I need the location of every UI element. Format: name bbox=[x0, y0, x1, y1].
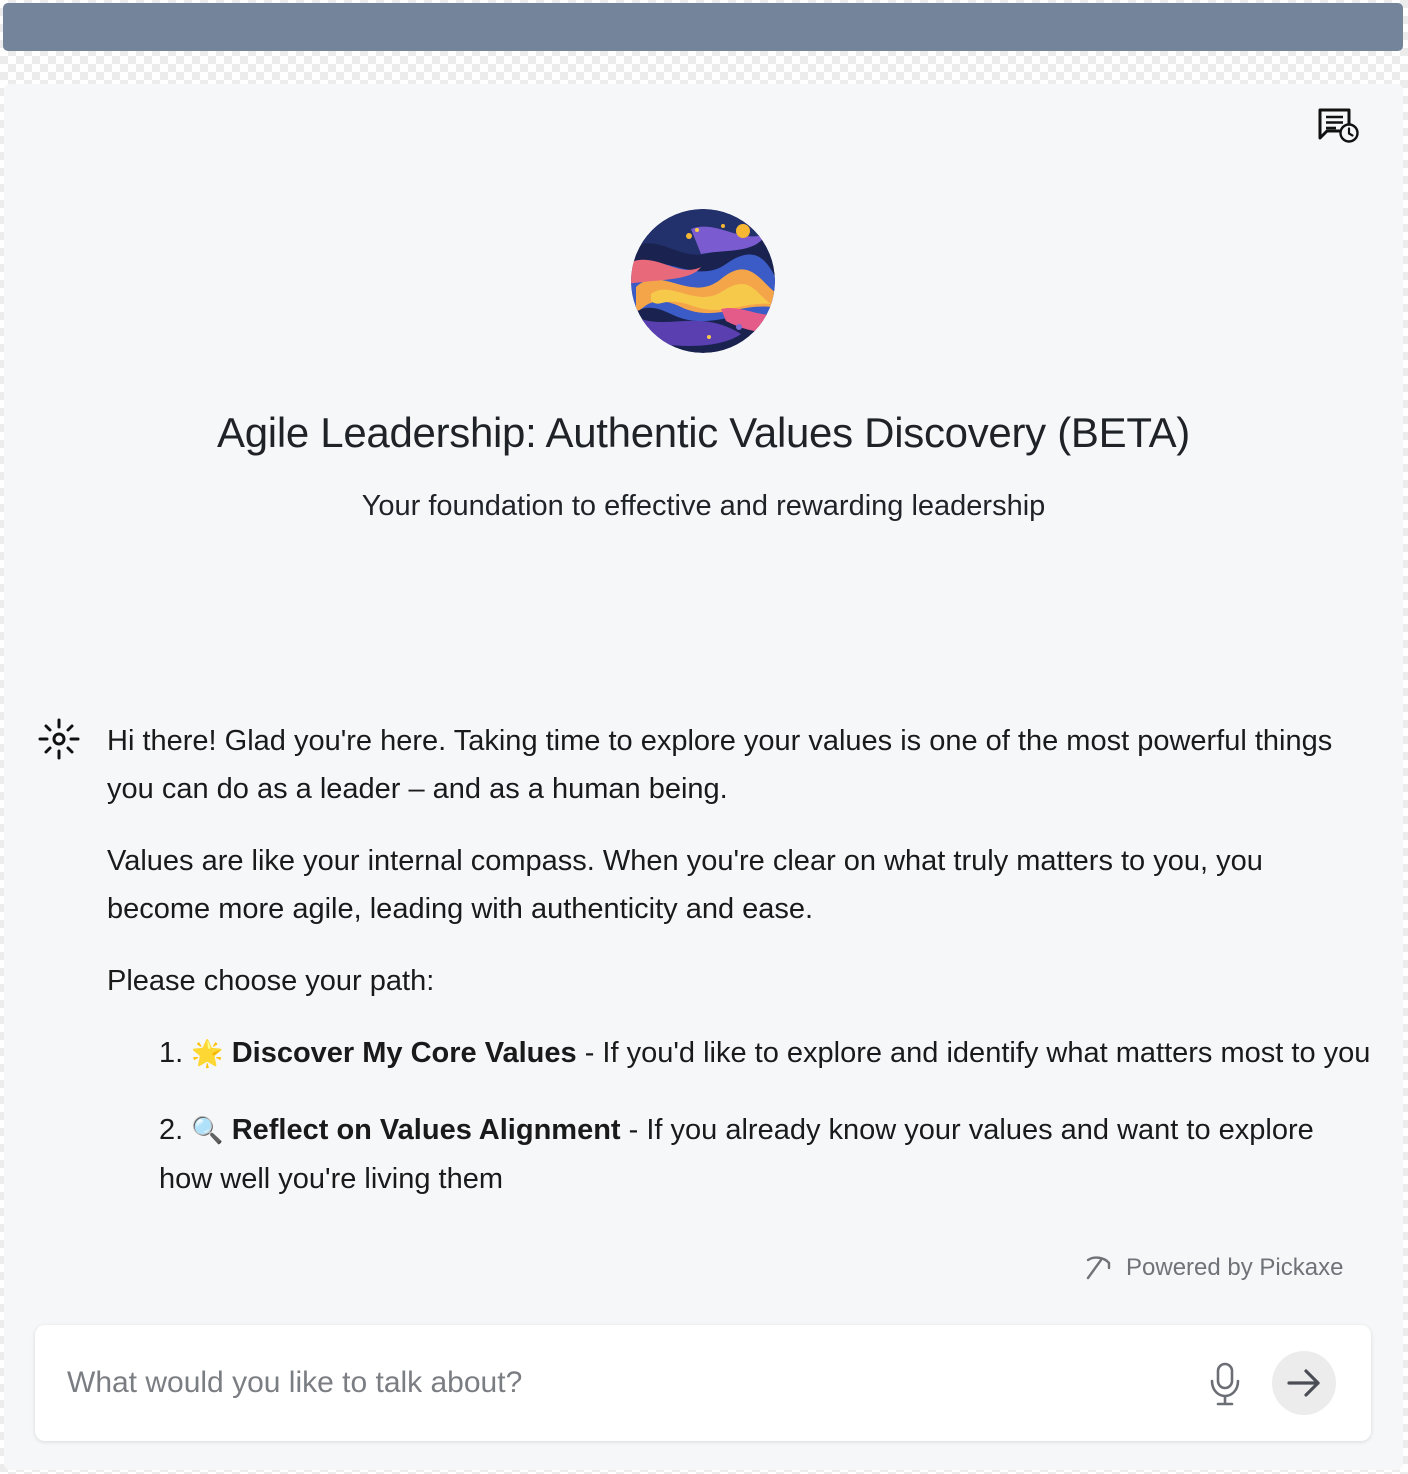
page-subtitle: Your foundation to effective and rewarding leadership bbox=[361, 490, 1046, 522]
assistant-message bbox=[107, 717, 1372, 1231]
message-input[interactable] bbox=[67, 1353, 1167, 1413]
option-title: Reflect on Values Alignment bbox=[231, 1114, 621, 1146]
chat-history-button[interactable] bbox=[1314, 106, 1362, 146]
message-compass: Values are like your internal compass. When you're clear on what truly matters to you, you become more agile, leading with authenticity and ease. bbox=[107, 845, 1263, 925]
path-option-discover bbox=[159, 1029, 1372, 1078]
arrow-right-icon bbox=[1272, 1351, 1336, 1415]
option-description: - If you already know your values and want to explore how well you're living them bbox=[159, 1114, 1314, 1195]
option-description: - If you'd like to explore and identify what matters most to you bbox=[576, 1037, 1371, 1069]
powered-by-link[interactable] bbox=[1084, 1250, 1343, 1286]
pickaxe-icon bbox=[1084, 1254, 1112, 1282]
path-option-reflect bbox=[159, 1106, 1372, 1203]
page-title: Agile Leadership: Authentic Values Discovery (BETA) bbox=[217, 409, 1190, 456]
message-intro: Hi there! Glad you're here. Taking time to explore your values is one of the most powerful things you can do as a leader – and as a human being. bbox=[107, 725, 1333, 805]
option-number: 2. bbox=[159, 1114, 184, 1146]
powered-by-label: Powered by Pickaxe bbox=[1126, 1254, 1344, 1281]
option-number: 1. bbox=[159, 1037, 184, 1069]
voice-input-button[interactable] bbox=[1205, 1361, 1245, 1407]
chat-history-icon bbox=[1314, 106, 1362, 146]
magnifier-icon: 🔍 bbox=[191, 1116, 224, 1146]
option-title: Discover My Core Values bbox=[231, 1037, 577, 1069]
send-button[interactable] bbox=[1272, 1351, 1336, 1415]
star-icon: 🌟 bbox=[191, 1039, 224, 1069]
assistant-spark-icon bbox=[38, 718, 80, 760]
path-options-list bbox=[159, 1029, 1372, 1203]
message-prompt: Please choose your path: bbox=[107, 965, 435, 997]
chat-panel bbox=[4, 84, 1403, 1470]
microphone-icon bbox=[1205, 1361, 1245, 1407]
window-top-bar bbox=[3, 3, 1403, 51]
bot-avatar bbox=[631, 209, 775, 353]
message-composer bbox=[35, 1325, 1371, 1441]
